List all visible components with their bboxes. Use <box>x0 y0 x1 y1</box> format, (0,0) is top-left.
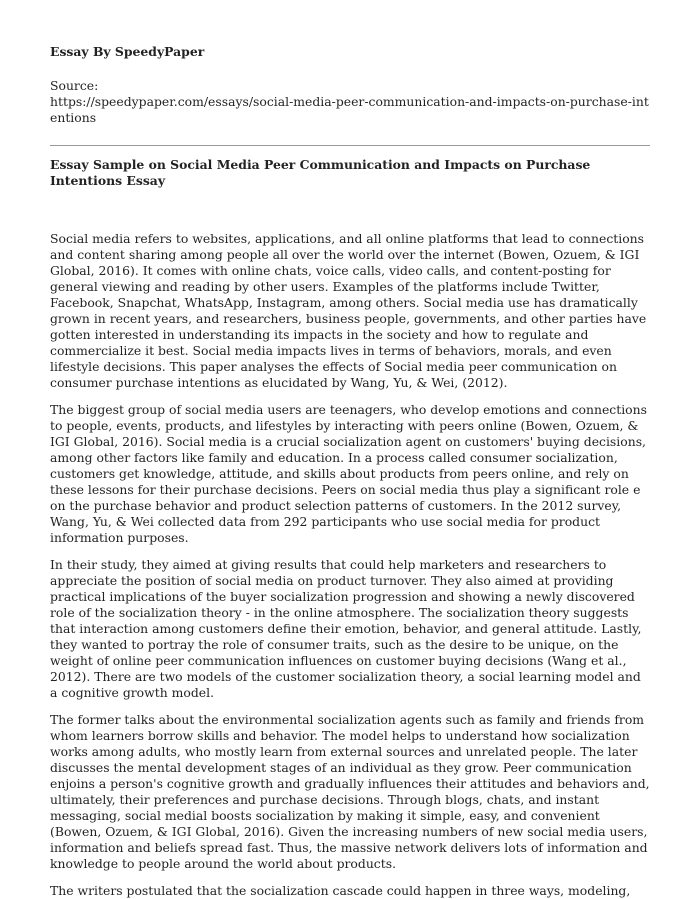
header-divider <box>50 145 650 146</box>
source-block <box>50 78 650 126</box>
paragraph: The biggest group of social media users are teenagers, who develop emotions and connections to people, events, products, and lifestyles by interacting with peers online (Bowen, Ozuem, & IGI Global, 2016). Social media is a crucial socialization agent on customers' buying decisions, among other factors like family and education. In a process called consumer socialization, customers get knowledge, attitude, and skills about products from peers online, and rely on these lessons for their purchase decisions. Peers on social media thus play a significant role e on the purchase behavior and product selection patterns of customers. In the 2012 survey, Wang, Yu, & Wei collected data from 292 participants who use social media for product information purposes. <box>50 402 647 545</box>
paragraph: Social media refers to websites, applications, and all online platforms that lead to connections and content sharing among people all over the world over the internet (Bowen, Ozuem, & IGI Global, 2016). It comes with online chats, voice calls, video calls, and content-posting for general viewing and reading by other users. Examples of the platforms include Twitter, Facebook, Snapchat, WhatsApp, Instagram, among others. Social media use has dramatically grown in recent years, and researchers, business people, governments, and other parties have gotten interested in understanding its impacts in the society and how to regulate and commercialize it best. Social media impacts lives in terms of behaviors, morals, and even lifestyle decisions. This paper analyses the effects of Social media peer communication on consumer purchase intentions as elucidated by Wang, Yu, & Wei, (2012). <box>50 231 647 390</box>
essay-body <box>50 231 650 899</box>
source-label: Source: <box>50 78 99 93</box>
brand-title: Essay By SpeedyPaper <box>50 44 205 59</box>
paragraph: In their study, they aimed at giving results that could help marketers and researchers to appreciate the position of social media on product turnover. They also aimed at providing practical implications of the buyer socialization progression and showing a newly discovered role of the socialization theory - in the online atmosphere. The socialization theory suggests that interaction among customers define their emotion, behavior, and general attitude. Lastly, they wanted to portray the role of consumer traits, such as the desire to be unique, on the weight of online peer communication influences on customer buying decisions (Wang et al., 2012). There are two models of the customer socialization theory, a social learning model and a cognitive growth model. <box>50 557 642 700</box>
source-url: https://speedypaper.com/essays/social-media-peer-communication-and-impacts-on-purchase-intentions <box>50 94 649 125</box>
paragraph: The former talks about the environmental socialization agents such as family and friends from whom learners borrow skills and behavior. The model helps to understand how socialization works among adults, who mostly learn from external sources and unrelated people. The later discusses the mental development stages of an individual as they grow. Peer communication enjoins a person's cognitive growth and gradually influences their attitudes and behaviors and, ultimately, their preferences and purchase decisions. Through blogs, chats, and instant messaging, social medial boosts socialization by making it simple, easy, and convenient (Bowen, Ozuem, & IGI Global, 2016). Given the increasing numbers of new social media users, information and beliefs spread fast. Thus, the massive network delivers lots of information and knowledge to people around the world about products. <box>50 712 650 871</box>
essay-title: Essay Sample on Social Media Peer Communication and Impacts on Purchase Intentions Essay <box>50 157 591 188</box>
paragraph: The writers postulated that the socialization cascade could happen in three ways, modeling, <box>50 883 631 898</box>
document-header <box>50 0 650 126</box>
